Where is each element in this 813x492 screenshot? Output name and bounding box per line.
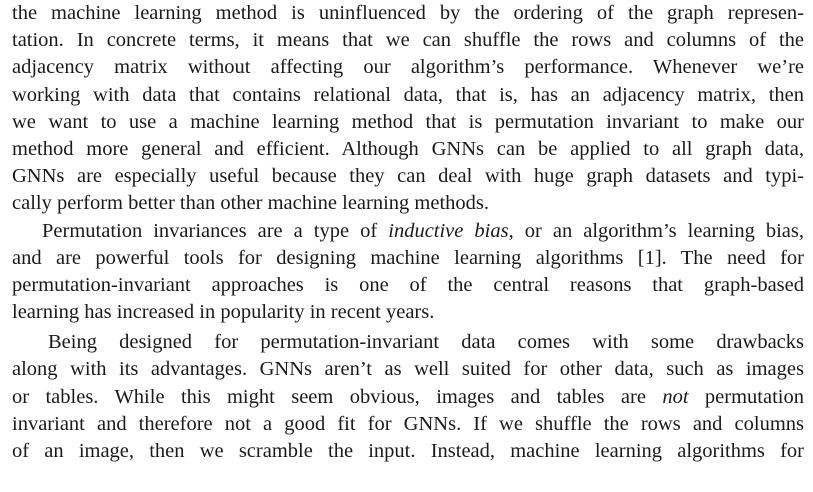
text-line: method more general and efficient. Although GNNs can be applied to all graph data, <box>12 137 804 160</box>
text-line: and are powerful tools for designing machine learning algorithms [1]. The need for <box>12 246 804 269</box>
text-run: , or an algorithm’s learning bias, <box>508 219 805 242</box>
text-line: permutation-invariant approaches is one of the central reasons that graph-based <box>12 273 804 296</box>
italic-term: not <box>662 385 689 408</box>
text-line: we want to use a machine learning method that is permutation invariant to make our <box>12 110 804 133</box>
text-line: of an image, then we scramble the input. Instead, machine learning algorithms for <box>12 440 804 462</box>
text-run: permutation <box>688 385 804 408</box>
text-line: invariant and therefore not a good fit for GNNs. If we shuffle the rows and columns <box>12 412 804 435</box>
text-line: cally perform better than other machine learning methods. <box>12 192 490 215</box>
text-line: GNNs are especially useful because they can deal with huge graph datasets and typi- <box>12 165 804 188</box>
text-run: or tables. While this might seem obvious, images and tables are <box>12 385 663 408</box>
text-line <box>12 218 804 245</box>
document-page <box>12 0 804 465</box>
paragraph-3 <box>12 329 804 465</box>
text-line: tation. In concrete terms, it means that we can shuffle the rows and columns of the <box>12 29 804 52</box>
text-line: the machine learning method is uninfluenced by the ordering of the graph represen- <box>12 2 804 24</box>
text-line <box>12 384 804 411</box>
paragraph-1 <box>12 0 804 218</box>
text-line: working with data that contains relational data, that is, has an adjacency matrix, then <box>12 83 804 106</box>
text-run: Permutation invariances are a type of <box>42 219 389 242</box>
text-line: learning has increased in popularity in recent years. <box>12 301 435 324</box>
text-line: Being designed for permutation-invariant data comes with some drawbacks <box>48 331 804 354</box>
paragraph-2 <box>12 218 804 327</box>
italic-term: inductive bias <box>388 219 509 242</box>
text-line: adjacency matrix without affecting our algorithm’s performance. Whenever we’re <box>12 56 804 79</box>
text-line: along with its advantages. GNNs aren’t as well suited for other data, such as images <box>12 358 804 381</box>
